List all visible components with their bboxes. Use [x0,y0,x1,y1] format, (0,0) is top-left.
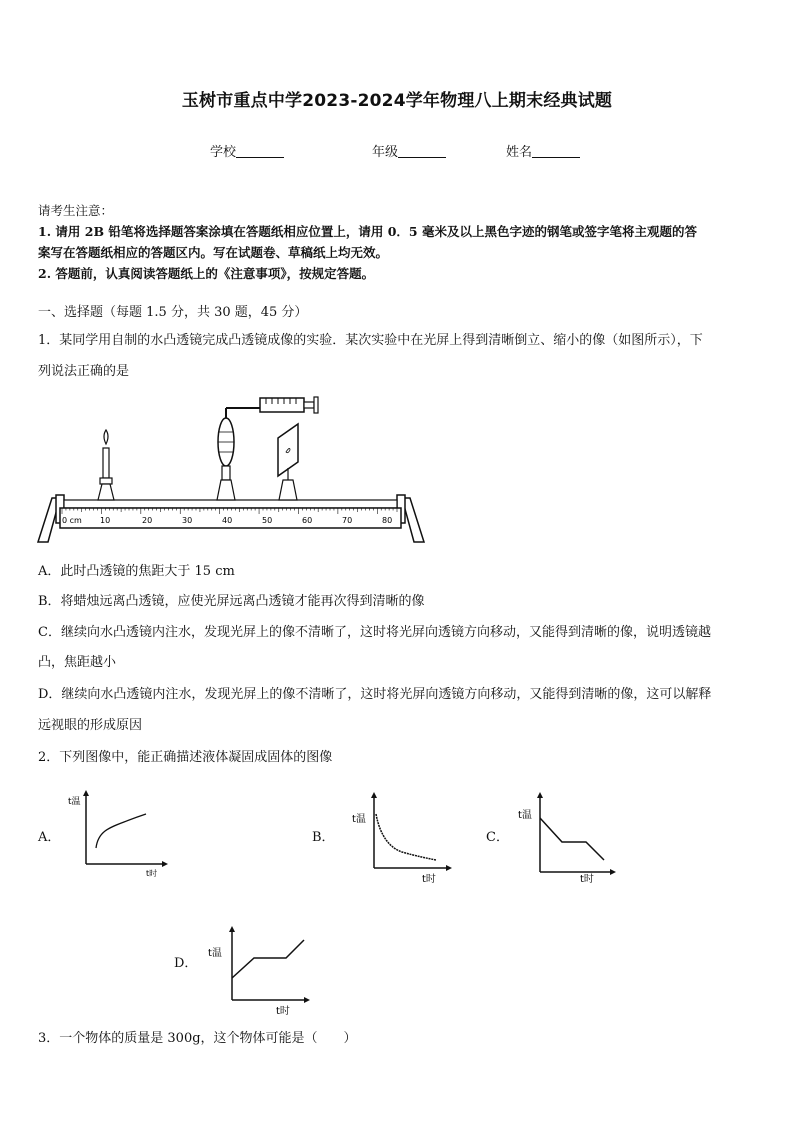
candle-holder [98,484,114,500]
q1-option-b[interactable]: B．将蜡烛远离凸透镜，应使光屏远离凸透镜才能再次得到清晰的像 [38,594,425,609]
syringe-plunger [314,397,318,413]
candle-flame [104,430,108,444]
q1-option-c[interactable]: C．继续向水凸透镜内注水，发现光屏上的像不清晰了，这时将光屏向透镜方向移动，又能得到清晰的像，说明透镜越 [38,625,711,640]
page-title: 玉树市重点中学2023-2024学年物理八上期末经典试题 [181,91,613,111]
graph-a-ylabel: t温 [68,797,81,807]
tick-label-40: 40 [222,516,233,525]
q2-option-a-label[interactable]: A． [38,830,61,845]
tick-label-30: 30 [182,516,193,525]
water-lens [217,408,260,500]
light-screen [278,424,298,500]
graph-b-curve [376,814,436,860]
graph-d-ylabel: t温 [208,948,222,959]
tick-label-70: 70 [342,516,353,525]
tick-label-80: 80 [382,516,393,525]
notice-heading: 请考生注意： [38,203,114,218]
q2-stem: 2．下列图像中，能正确描述液体凝固成固体的图像 [38,750,333,765]
lens-holder [217,480,235,500]
bench-rail-top [64,500,397,508]
name-label: 姓名 [506,145,533,160]
q2-option-d-label[interactable]: D． [174,956,198,971]
q1-option-a[interactable]: A．此时凸透镜的焦距大于 15 cm [38,564,235,579]
tick-label-20: 20 [142,516,153,525]
candle-body [103,448,109,478]
tick-label-10: 10 [100,516,111,525]
school-field [210,141,284,160]
school-blank[interactable] [236,145,284,158]
grade-field [372,141,446,160]
screen-holder [279,480,297,500]
graph-c-xlabel: t时 [580,874,594,885]
notice-item-1: 1. 请用 2B 铅笔将选择题答案涂填在答题纸相应位置上，请用 0．5 毫米及以上黑色字迹的钢笔或签字笔将主观题的答 [38,224,697,239]
syringe-barrel [260,398,304,412]
q1-option-d-cont: 远视眼的形成原因 [38,718,143,733]
optical-bench-figure [36,392,426,544]
q1-option-d[interactable]: D．继续向水凸透镜内注水，发现光屏上的像不清晰了，这时将光屏向透镜方向移动，又能得到清晰的像，这可以解释 [38,687,712,702]
tick-label-60: 60 [302,516,313,525]
q2-graph-c [512,790,622,886]
notice-item-2: 2. 答题前，认真阅读答题纸上的《注意事项》，按规定答题。 [38,266,375,281]
q1-option-c-cont: 凸，焦距越小 [38,655,117,670]
name-blank[interactable] [532,145,580,158]
grade-blank[interactable] [398,145,446,158]
graph-c-ylabel: t温 [518,810,532,821]
graph-b-ylabel: t温 [352,814,366,825]
notice-item-1-cont: 案写在答题纸相应的答题区内。写在试题卷、草稿纸上均无效。 [38,245,389,260]
graph-a-xlabel: t时 [146,869,158,878]
syringe [260,397,318,413]
name-field [506,141,580,160]
q1-stem-line1: 1．某同学用自制的水凸透镜完成凸透镜成像的实验．某次实验中在光屏上得到清晰倒立、缩小的像（如图所示），下 [38,333,703,348]
q1-stem-line2: 列说法正确的是 [38,364,130,379]
q2-graph-d [204,922,314,1022]
candle [98,430,114,500]
graph-b-xlabel: t时 [422,874,436,885]
tick-label-50: 50 [262,516,273,525]
tick-label-0: 0 cm [62,516,82,525]
q2-option-b-label[interactable]: B． [312,830,335,845]
school-label: 学校 [210,145,237,160]
graph-d-xlabel: t时 [276,1006,290,1017]
graph-c-line [540,818,604,860]
graph-a-curve [96,814,146,848]
q2-graph-b [346,788,456,886]
q3-stem: 3．一个物体的质量是 300g，这个物体可能是（ ） [38,1031,357,1046]
grade-label: 年级 [372,145,399,160]
q2-graph-a [64,786,174,882]
graph-d-line [232,940,304,978]
section-heading: 一、选择题（每题 1.5 分，共 30 题，45 分） [38,305,308,320]
q2-option-c-label[interactable]: C． [486,830,509,845]
